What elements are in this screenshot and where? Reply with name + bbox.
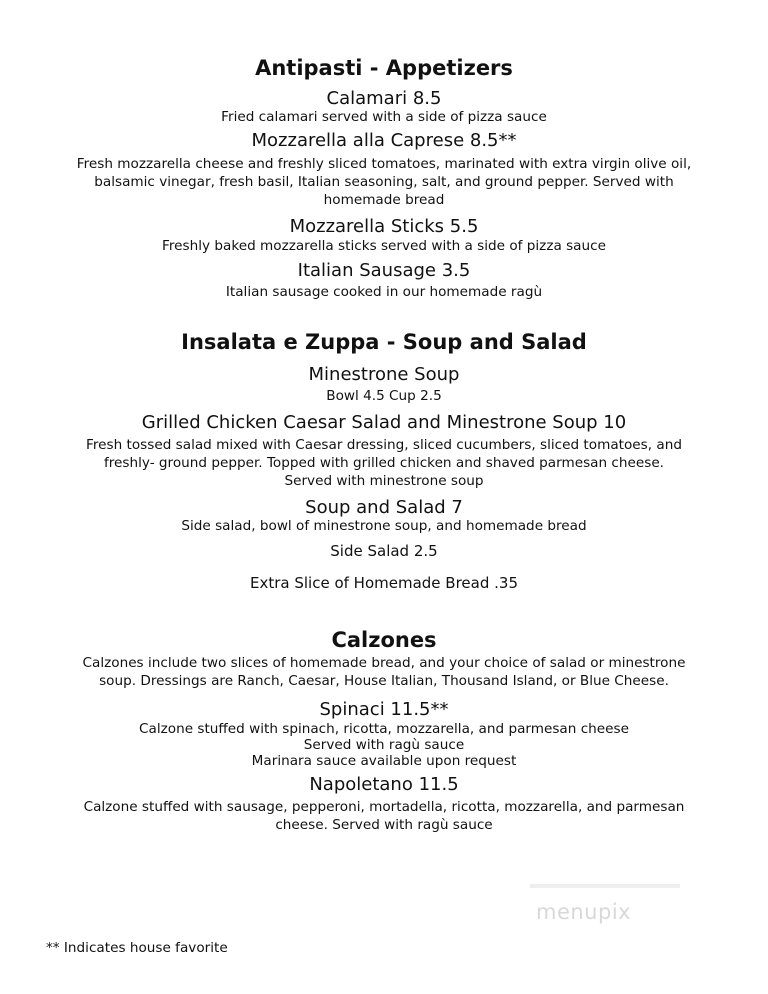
menupix-watermark: menupix (536, 900, 632, 924)
item-desc-calamari: Fried calamari served with a side of pizza sauce (221, 109, 547, 125)
item-desc-spinaci-line: Calzone stuffed with spinach, ricotta, mozzarella, and parmesan cheese (139, 721, 629, 737)
section-heading-calzones: Calzones (331, 628, 437, 652)
item-sizes-minestrone: Bowl 4.5 Cup 2.5 (326, 388, 442, 404)
item-desc-caprese-line: homemade bread (323, 192, 445, 208)
item-desc-napoletano-line: Calzone stuffed with sausage, pepperoni, mortadella, ricotta, mozzarella, and parmesan (83, 799, 685, 815)
footnote-house-favorite: ** Indicates house favorite (46, 940, 228, 956)
item-title-caprese: Mozzarella alla Caprese 8.5** (251, 130, 517, 151)
item-title-minestrone: Minestrone Soup (308, 364, 460, 385)
item-title-caesar-combo: Grilled Chicken Caesar Salad and Minestrone Soup 10 (141, 412, 627, 433)
calzones-intro-line: soup. Dressings are Ranch, Caesar, House Italian, Thousand Island, or Blue Cheese. (99, 673, 669, 689)
item-title-extra-bread: Extra Slice of Homemade Bread .35 (249, 574, 518, 592)
item-title-spinaci: Spinaci 11.5** (319, 699, 449, 720)
calzones-intro-line: Calzones include two slices of homemade bread, and your choice of salad or minestrone (82, 655, 686, 671)
item-desc-spinaci-line: Marinara sauce available upon request (251, 753, 517, 769)
item-desc-mozzarella-sticks: Freshly baked mozzarella sticks served with a side of pizza sauce (162, 238, 606, 254)
item-desc-caesar-line: Served with minestrone soup (284, 473, 484, 489)
item-title-italian-sausage: Italian Sausage 3.5 (297, 260, 471, 281)
section-heading-antipasti: Antipasti - Appetizers (255, 56, 513, 80)
item-desc-italian-sausage: Italian sausage cooked in our homemade ragù (225, 284, 543, 300)
item-desc-caesar-line: freshly- ground pepper. Topped with grilled chicken and shaved parmesan cheese. (103, 455, 665, 471)
item-title-napoletano: Napoletano 11.5 (309, 774, 459, 795)
item-title-side-salad: Side Salad 2.5 (330, 542, 438, 560)
watermark-bar (530, 884, 680, 888)
item-desc-caesar-line: Fresh tossed salad mixed with Caesar dressing, sliced cucumbers, sliced tomatoes, and (86, 437, 682, 453)
item-desc-napoletano-line: cheese. Served with ragù sauce (275, 817, 493, 833)
item-desc-caprese-line: balsamic vinegar, fresh basil, Italian seasoning, salt, and ground pepper. Served with (94, 174, 674, 190)
item-desc-soup-and-salad: Side salad, bowl of minestrone soup, and homemade bread (181, 518, 587, 534)
item-desc-caprese-line: Fresh mozzarella cheese and freshly sliced tomatoes, marinated with extra virgin olive oil, (76, 156, 692, 172)
item-title-calamari: Calamari 8.5 (326, 88, 442, 109)
item-desc-spinaci-line: Served with ragù sauce (303, 737, 465, 753)
item-title-soup-and-salad: Soup and Salad 7 (305, 497, 463, 518)
item-title-mozzarella-sticks: Mozzarella Sticks 5.5 (289, 216, 479, 237)
section-heading-soup-salad: Insalata e Zuppa - Soup and Salad (181, 330, 587, 354)
